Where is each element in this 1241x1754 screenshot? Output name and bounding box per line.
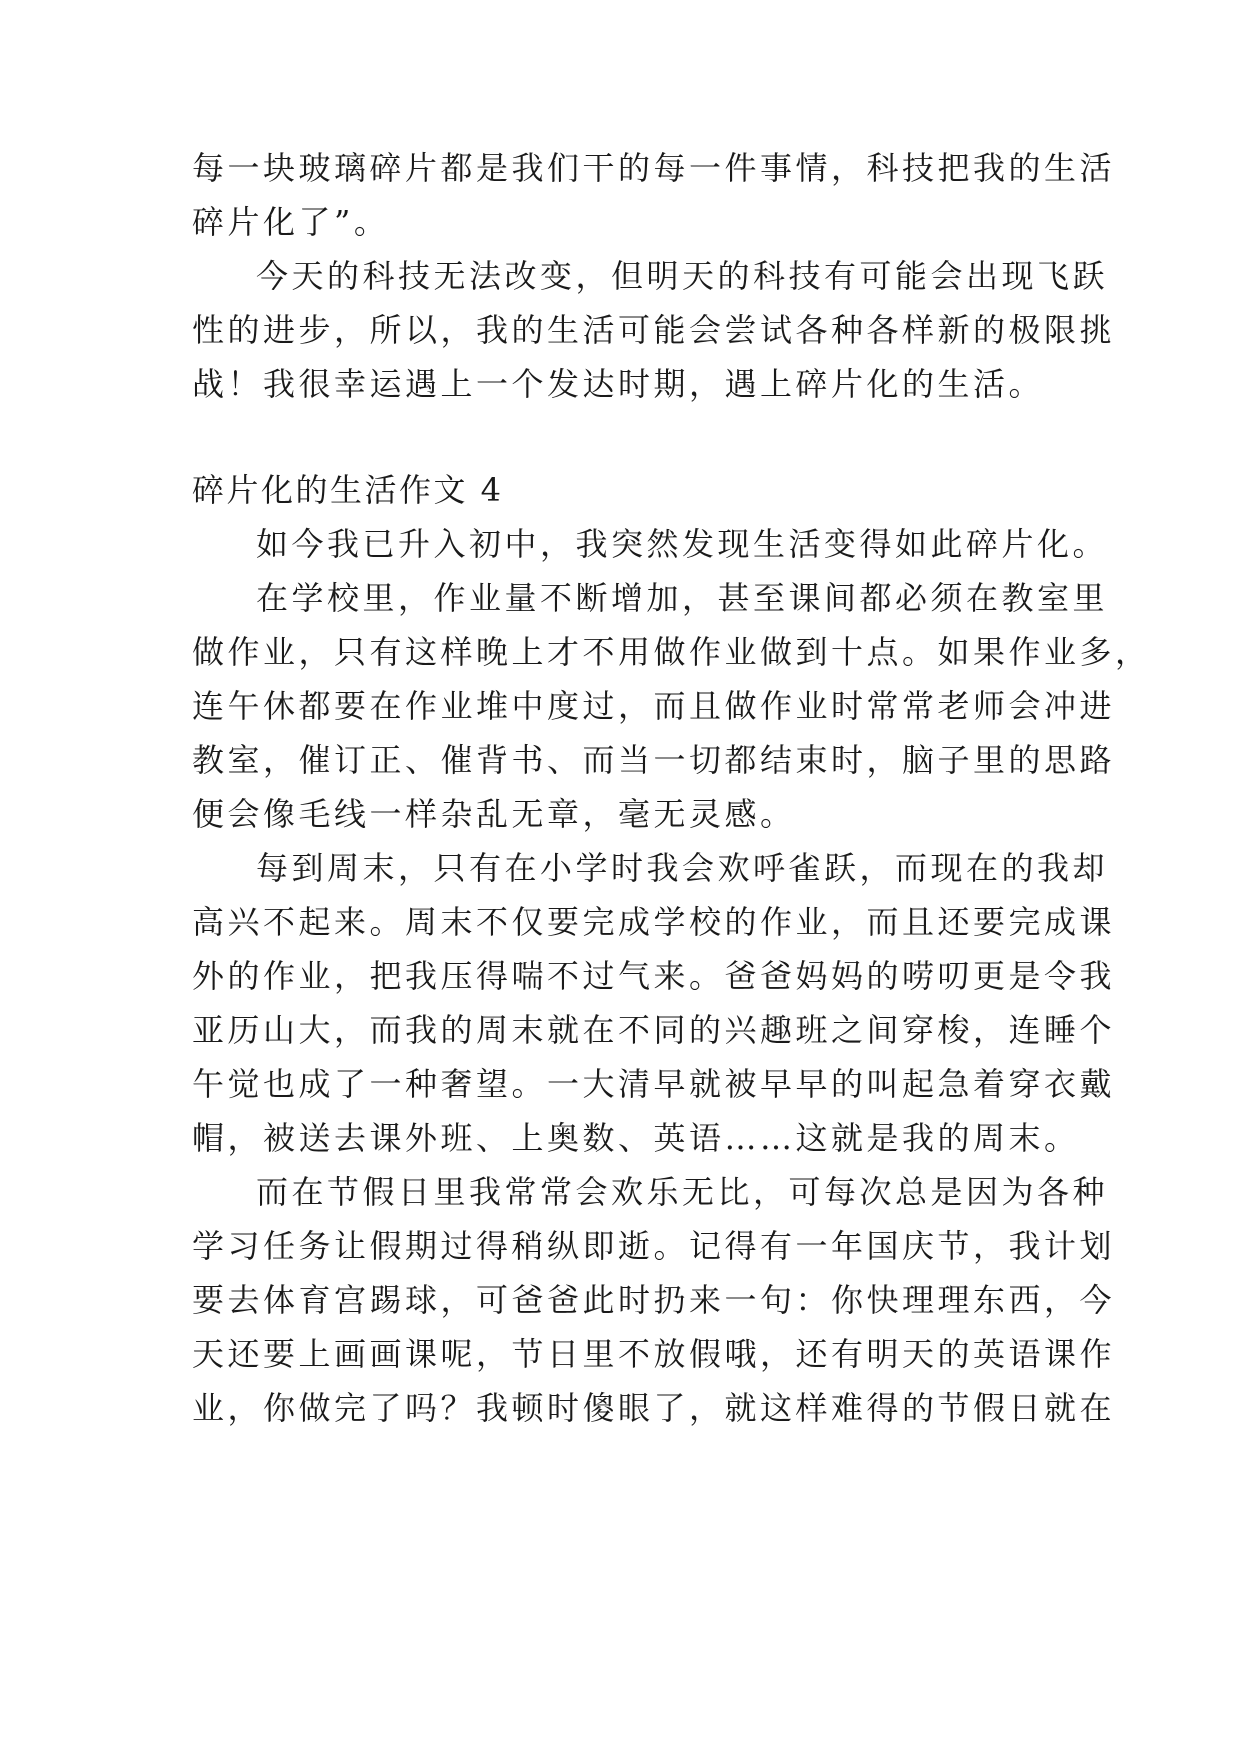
paragraph-6-line-2: 学习任务让假期过得稍纵即逝。记得有一年国庆节，我计划 bbox=[192, 1227, 1116, 1265]
paragraph-4-line-5: 便会像毛线一样杂乱无章，毫无灵感。 bbox=[192, 795, 796, 833]
paragraph-3-line-1: 如今我已升入初中，我突然发现生活变得如此碎片化。 bbox=[256, 525, 1109, 563]
paragraph-5-line-6: 帽，被送去课外班、上奥数、英语……这就是我的周末。 bbox=[192, 1119, 1080, 1157]
paragraph-6-line-4: 天还要上画画课呢，节日里不放假哦，还有明天的英语课作 bbox=[192, 1335, 1116, 1373]
paragraph-1-line-1: 每一块玻璃碎片都是我们干的每一件事情，科技把我的生活 bbox=[192, 149, 1116, 187]
paragraph-4-line-2: 做作业，只有这样晚上才不用做作业做到十点。如果作业多， bbox=[192, 633, 1151, 671]
paragraph-2-line-1: 今天的科技无法改变，但明天的科技有可能会出现飞跃 bbox=[256, 257, 1109, 295]
paragraph-6-line-3: 要去体育宫踢球，可爸爸此时扔来一句：你快理理东西，今 bbox=[192, 1281, 1116, 1319]
paragraph-4-line-1: 在学校里，作业量不断增加，甚至课间都必须在教室里 bbox=[256, 579, 1109, 617]
paragraph-4-line-3: 连午休都要在作业堆中度过，而且做作业时常常老师会冲进 bbox=[192, 687, 1116, 725]
paragraph-2-line-3: 战！我很幸运遇上一个发达时期，遇上碎片化的生活。 bbox=[192, 365, 1045, 403]
paragraph-5-line-2: 高兴不起来。周末不仅要完成学校的作业，而且还要完成课 bbox=[192, 903, 1116, 941]
section-heading: 碎片化的生活作文 4 bbox=[192, 471, 504, 509]
paragraph-5-line-4: 亚历山大，而我的周末就在不同的兴趣班之间穿梭，连睡个 bbox=[192, 1011, 1116, 1049]
paragraph-5-line-1: 每到周末，只有在小学时我会欢呼雀跃，而现在的我却 bbox=[256, 849, 1109, 887]
paragraph-2-line-2: 性的进步，所以，我的生活可能会尝试各种各样新的极限挑 bbox=[192, 311, 1116, 349]
paragraph-1-line-2: 碎片化了”。 bbox=[192, 203, 390, 241]
paragraph-6-line-1: 而在节假日里我常常会欢乐无比，可每次总是因为各种 bbox=[256, 1173, 1109, 1211]
paragraph-4-line-4: 教室，催订正、催背书、而当一切都结束时，脑子里的思路 bbox=[192, 741, 1116, 779]
paragraph-5-line-3: 外的作业，把我压得喘不过气来。爸爸妈妈的唠叨更是令我 bbox=[192, 957, 1116, 995]
paragraph-6-line-5: 业，你做完了吗？我顿时傻眼了，就这样难得的节假日就在 bbox=[192, 1389, 1116, 1427]
paragraph-5-line-5: 午觉也成了一种奢望。一大清早就被早早的叫起急着穿衣戴 bbox=[192, 1065, 1116, 1103]
